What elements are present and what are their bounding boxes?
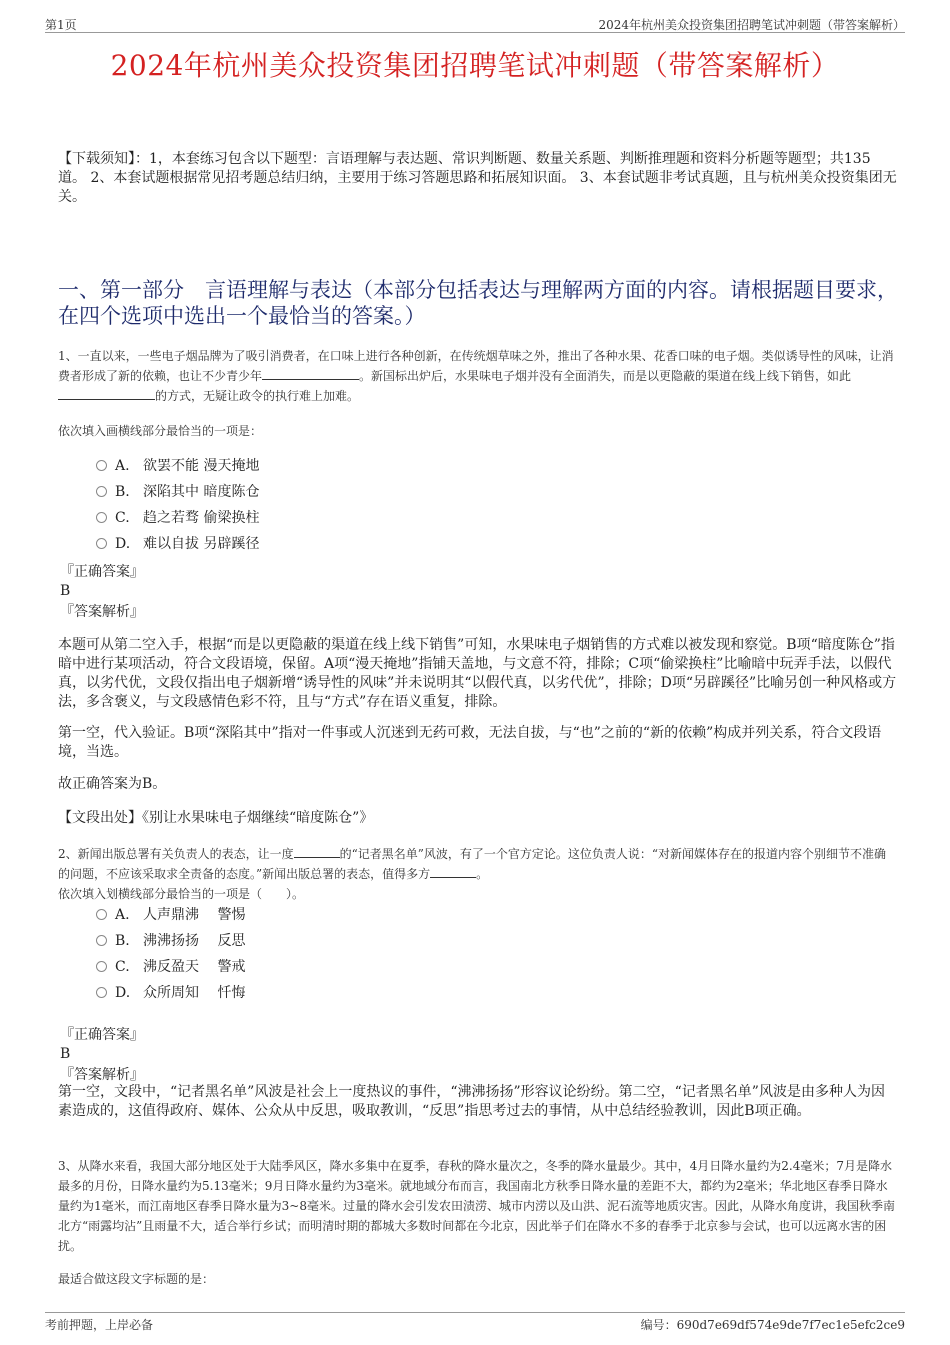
header-doc-title: 2024年杭州美众投资集团招聘笔试冲刺题（带答案解析） (598, 18, 905, 32)
footer-slogan: 考前押题，上岸必备 (45, 1318, 154, 1332)
option-letter: D. (115, 536, 131, 552)
page-header (45, 14, 905, 33)
analysis-conclusion: 故正确答案为B。 (58, 776, 167, 792)
question-1-text-part-a: 1、一直以来，一些电子烟品牌为了吸引消费者，在口味上进行各种创新，在传统烟草味之外，推出了各种水果、花香口味的电子烟。类似诱导性的风味，让消费者形成了新的依赖，也让不少青少年 (58, 349, 894, 383)
question-1-text-part-b: 。新国标出炉后，水果味电子烟并没有全面消失，而是以更隐蔽的渠道在线上线下销售，如此 (359, 369, 852, 383)
question-1-prompt: 依次填入画横线部分最恰当的一项是： (58, 424, 263, 438)
analysis-label: 『答案解析』 (60, 604, 144, 620)
radio-icon[interactable] (96, 486, 107, 497)
option-letter: A. (115, 458, 130, 474)
option-a[interactable] (96, 453, 259, 479)
document-title: 2024年杭州美众投资集团招聘笔试冲刺题（带答案解析） (110, 49, 840, 82)
question-2-text-part-c: 。 (476, 867, 489, 881)
question-3-text: 3、从降水来看，我国大部分地区处于大陆季风区，降水多集中在夏季，春秋的降水量次之，冬季的降水量最少。其中，4月日降水量约为2.4毫米；7月是降水最多的月份，日降水量约为5.13毫米；9月日降水量约为3毫米。就地域分布而言，我国南北方秋季日降水量的差距不大，都约为2毫米；华北地区春季日降水量约为1毫米，而江南地区春季日降水量为3~8毫米。过量的降水会引发农田渍涝、城市内涝以及山洪、泥石流等地质灾害。因此，从降水角度讲，我国秋季南北方“雨露均沾”且雨量不大，适合举行乡试；而明清时期的都城大多数时间都在今北京，因此举子们在降水不多的春季于北京参与会试，也可以远离水害的困扰。 (58, 1159, 895, 1253)
footer-code-label: 编号： (640, 1318, 677, 1332)
radio-icon[interactable] (96, 538, 107, 549)
analysis-label: 『答案解析』 (60, 1067, 144, 1083)
option-letter: B. (115, 933, 130, 949)
section-heading: 一、第一部分 言语理解与表达（本部分包括表达与理解两方面的内容。请根据题目要求，在四个选项中选出一个最恰当的答案。） (58, 278, 898, 328)
page-number: 第1页 (45, 18, 77, 32)
analysis-paragraph-1: 本题可从第二空入手，根据“而是以更隐蔽的渠道在线上线下销售”可知，水果味电子烟销售的方式难以被发现和察觉。B项“暗度陈仓”指暗中进行某项活动，符合文段语境，保留。A项“漫天掩地”指铺天盖地，与文意不符，排除；C项“偷梁换柱”比喻暗中玩弄手法，以假代真，以劣代优，文段仅指出电子烟新增“诱导性的风味”并未说明其“以假代真，以劣代优”，排除；D项“另辟蹊径”比喻另创一种风格或方法，多含褒义，与文段感情色彩不符，且与“方式”存在语义重复，排除。 (58, 637, 897, 710)
option-letter: C. (115, 510, 130, 526)
option-b[interactable] (96, 479, 259, 505)
option-letter: C. (115, 959, 130, 975)
footer-code (641, 1316, 905, 1333)
option-a[interactable] (96, 902, 245, 928)
option-c[interactable] (96, 954, 245, 980)
fill-blank-1 (262, 367, 359, 380)
radio-icon[interactable] (96, 512, 107, 523)
question-2-prompt: 依次填入划横线部分最恰当的一项是（ ）。 (58, 887, 305, 901)
option-text: 深陷其中 暗度陈仓 (143, 484, 260, 500)
option-letter: B. (115, 484, 130, 500)
option-text: 众所周知 忏悔 (143, 985, 246, 1001)
radio-icon[interactable] (96, 987, 107, 998)
option-text: 趋之若骛 偷梁换柱 (143, 510, 260, 526)
option-letter: A. (115, 907, 130, 923)
correct-answer-label: 『正确答案』 (60, 564, 144, 580)
correct-answer-value: B (60, 1046, 71, 1062)
question-1-text-part-c: 的方式，无疑让政令的执行难上加难。 (155, 389, 360, 403)
radio-icon[interactable] (96, 909, 107, 920)
correct-answer-label: 『正确答案』 (60, 1027, 144, 1043)
radio-icon[interactable] (96, 961, 107, 972)
fill-blank-2 (58, 387, 155, 400)
page-footer (45, 1312, 905, 1333)
option-d[interactable] (96, 531, 259, 557)
download-notice: 【下载须知】：1，本套练习包含以下题型：言语理解与表达题、常识判断题、数量关系题、判断推理题和资料分析题等题型；共135道。 2、本套试题根据常见招考题总结归纳，主要用于练习答题思路和拓展知识面。 3、本套试题非考试真题，且与杭州美众投资集团无关。 (58, 151, 897, 205)
question-2-options (96, 902, 245, 1006)
question-3-prompt: 最适合做这段文字标题的是： (58, 1272, 215, 1286)
analysis-paragraph-2: 第一空，代入验证。B项“深陷其中”指对一件事或人沉迷到无药可救，无法自拔，与“也”之前的“新的依赖”构成并列关系，符合文段语境，当选。 (58, 725, 882, 760)
option-text: 欲罢不能 漫天掩地 (143, 458, 260, 474)
option-c[interactable] (96, 505, 259, 531)
question-2-text (58, 844, 898, 884)
source-citation: 【文段出处】《别让水果味电子烟继续“暗度陈仓”》 (58, 810, 374, 826)
option-text: 人声鼎沸 警惕 (143, 907, 246, 923)
option-text: 沸沸扬扬 反思 (143, 933, 246, 949)
radio-icon[interactable] (96, 935, 107, 946)
analysis-paragraph: 第一空，文段中，“记者黑名单”风波是社会上一度热议的事件，“沸沸扬扬”形容议论纷纷。第二空，“记者黑名单”风波是由多种人为因素造成的，这值得政府、媒体、公众从中反思，吸取教训，“反思”指思考过去的事情，从中总结经验教训，因此B项正确。 (58, 1084, 885, 1119)
fill-blank-1 (294, 845, 340, 858)
question-1-options (96, 453, 259, 557)
correct-answer-value: B (60, 583, 71, 599)
option-text: 沸反盈天 警戒 (143, 959, 246, 975)
option-b[interactable] (96, 928, 245, 954)
footer-code-value: 690d7e69df574e9de7f7ec1e5efc2ce9 (676, 1318, 905, 1332)
fill-blank-2 (430, 865, 476, 878)
option-text: 难以自拔 另辟蹊径 (143, 536, 260, 552)
question-2-text-part-a: 2、新闻出版总署有关负责人的表态，让一度 (58, 847, 294, 861)
radio-icon[interactable] (96, 460, 107, 471)
question-2-text-part-b: 的“记者黑名单”风波，有了一个官方定论。这位负责人说：“对新闻媒体存在的报道内容个别细节不准确的问题，不应该采取求全责备的态度。”新闻出版总署的表态，值得多方 (58, 847, 887, 881)
question-1-text (58, 346, 898, 406)
option-d[interactable] (96, 980, 245, 1006)
option-letter: D. (115, 985, 131, 1001)
